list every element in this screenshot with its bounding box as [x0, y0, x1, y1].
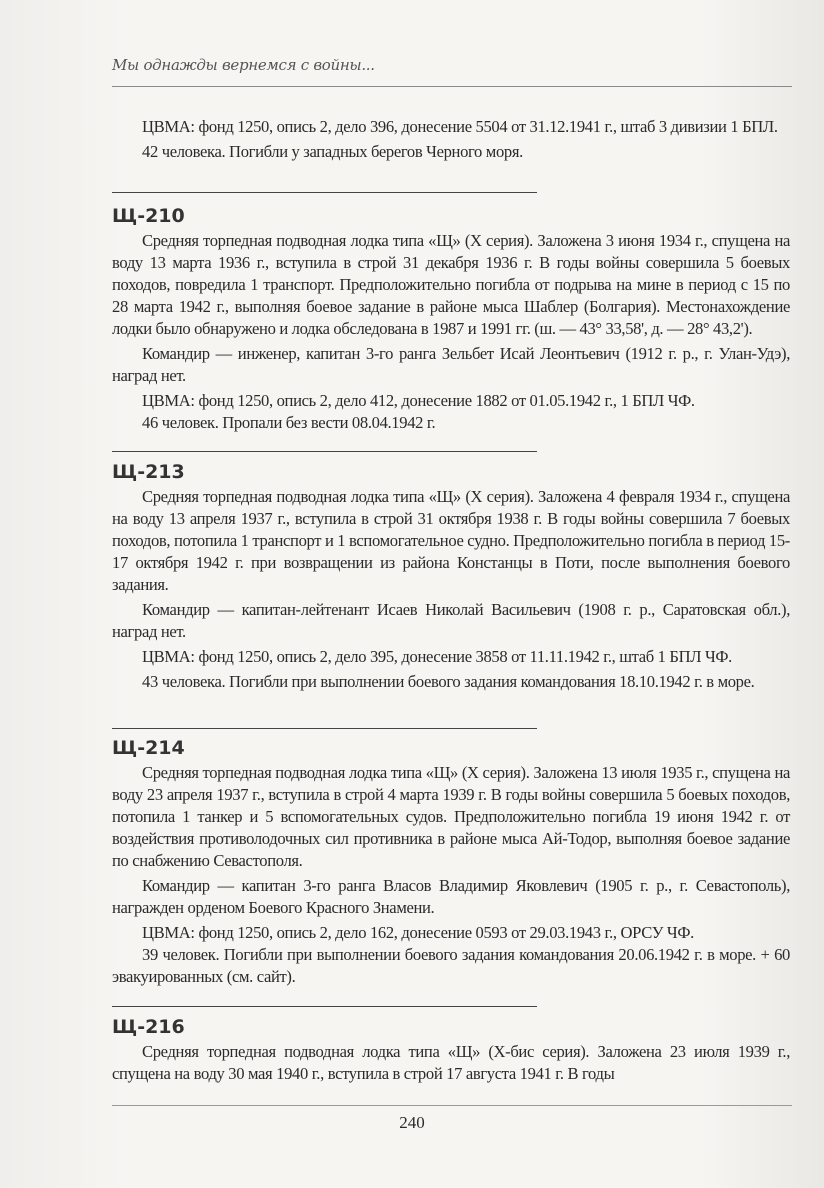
paragraph: ЦВМА: фонд 1250, опись 2, дело 162, донесение 0593 от 29.03.1943 г., ОРСУ ЧФ.	[142, 923, 694, 942]
paragraph: 46 человек. Пропали без вести 08.04.1942 г.	[142, 413, 436, 432]
entry-title: Щ-213	[112, 461, 185, 483]
section-separator	[112, 728, 537, 729]
section-separator	[112, 1006, 537, 1007]
paragraph: 43 человека. Погибли при выполнении боевого задания командования 18.10.1942 г. в море.	[142, 672, 755, 691]
entry-shch-213	[112, 460, 790, 693]
paragraph: Средняя торпедная подводная лодка типа «Щ» (X серия). Заложена 3 июня 1934 г., спущена на воду 13 марта 1936 г., вступила в строй 31 декабря 1936 г. В годы войны совершила 5 боевых походов, повредила 1 транспорт. Предположительно погибла от подрыва на мине в период с 15 по 28 марта 1942 г., выполняя боевое задание в районе мыса Шаблер (Болгария). Местонахождение лодки было обнаружено и лодка обследована в 1987 и 1991 гг. (ш. — 43° 33,58', д. — 28° 43,2').	[112, 231, 790, 338]
header-rule	[112, 86, 792, 87]
section-separator	[112, 451, 537, 452]
paragraph: Средняя торпедная подводная лодка типа «Щ» (X серия). Заложена 4 февраля 1934 г., спущена на воду 13 апреля 1937 г., вступила в строй 31 октября 1938 г. В годы войны совершила 7 боевых походов, потопила 1 транспорт и 1 вспомогательное судно. Предположительно погибла в период 15-17 октября 1942 г. при возвращении из района Констанцы в Поти, после выполнения боевого задания.	[112, 487, 790, 594]
entry-shch-210	[112, 204, 790, 434]
page-number: 240	[399, 1113, 425, 1132]
paragraph: Средняя торпедная подводная лодка типа «Щ» (X-бис серия). Заложена 23 июля 1939 г., спущена на воду 30 мая 1940 г., вступила в строй 17 августа 1941 г. В годы	[112, 1042, 790, 1083]
paragraph: Командир — инженер, капитан 3-го ранга Зельбет Исай Леонтьевич (1912 г. р., г. Улан-Удэ), наград нет.	[112, 344, 790, 385]
paragraph: Средняя торпедная подводная лодка типа «Щ» (X серия). Заложена 13 июля 1935 г., спущена на воду 23 апреля 1937 г., вступила в строй 4 марта 1939 г. В годы войны совершила 5 боевых походов, потопила 1 танкер и 5 вспомогательных судов. Предположительно погибла 19 июня 1942 г. от воздействия противолодочных сил противника в районе мыса Ай-Тодор, выполняя боевое задание по снабжению Севастополя.	[112, 763, 790, 870]
entry-title: Щ-216	[112, 1016, 185, 1038]
entry-shch-216	[112, 1015, 790, 1085]
paragraph: 42 человека. Погибли у западных берегов Черного моря.	[142, 142, 523, 161]
paragraph: 39 человек. Погибли при выполнении боевого задания командования 20.06.1942 г. в море. + 60 эвакуированных (см. сайт).	[112, 945, 790, 986]
entry-shch-214	[112, 736, 790, 988]
paragraph: Командир — капитан 3-го ранга Власов Владимир Яковлевич (1905 г. р., г. Севастополь), награжден орденом Боевого Красного Знамени.	[112, 876, 790, 917]
entry-title: Щ-214	[112, 737, 185, 759]
paragraph: Командир — капитан-лейтенант Исаев Николай Васильевич (1908 г. р., Саратовская обл.), наград нет.	[112, 600, 790, 641]
running-head: Мы однажды вернемся с войны...	[112, 56, 375, 74]
paragraph: ЦВМА: фонд 1250, опись 2, дело 396, донесение 5504 от 31.12.1941 г., штаб 3 дивизии 1 БПЛ.	[142, 117, 778, 136]
paragraph: ЦВМА: фонд 1250, опись 2, дело 395, донесение 3858 от 11.11.1942 г., штаб 1 БПЛ ЧФ.	[142, 647, 732, 666]
paragraph: ЦВМА: фонд 1250, опись 2, дело 412, донесение 1882 от 01.05.1942 г., 1 БПЛ ЧФ.	[142, 391, 695, 410]
intro-block	[112, 116, 790, 163]
footer-rule	[112, 1105, 792, 1106]
section-separator	[112, 192, 537, 193]
entry-title: Щ-210	[112, 205, 185, 227]
